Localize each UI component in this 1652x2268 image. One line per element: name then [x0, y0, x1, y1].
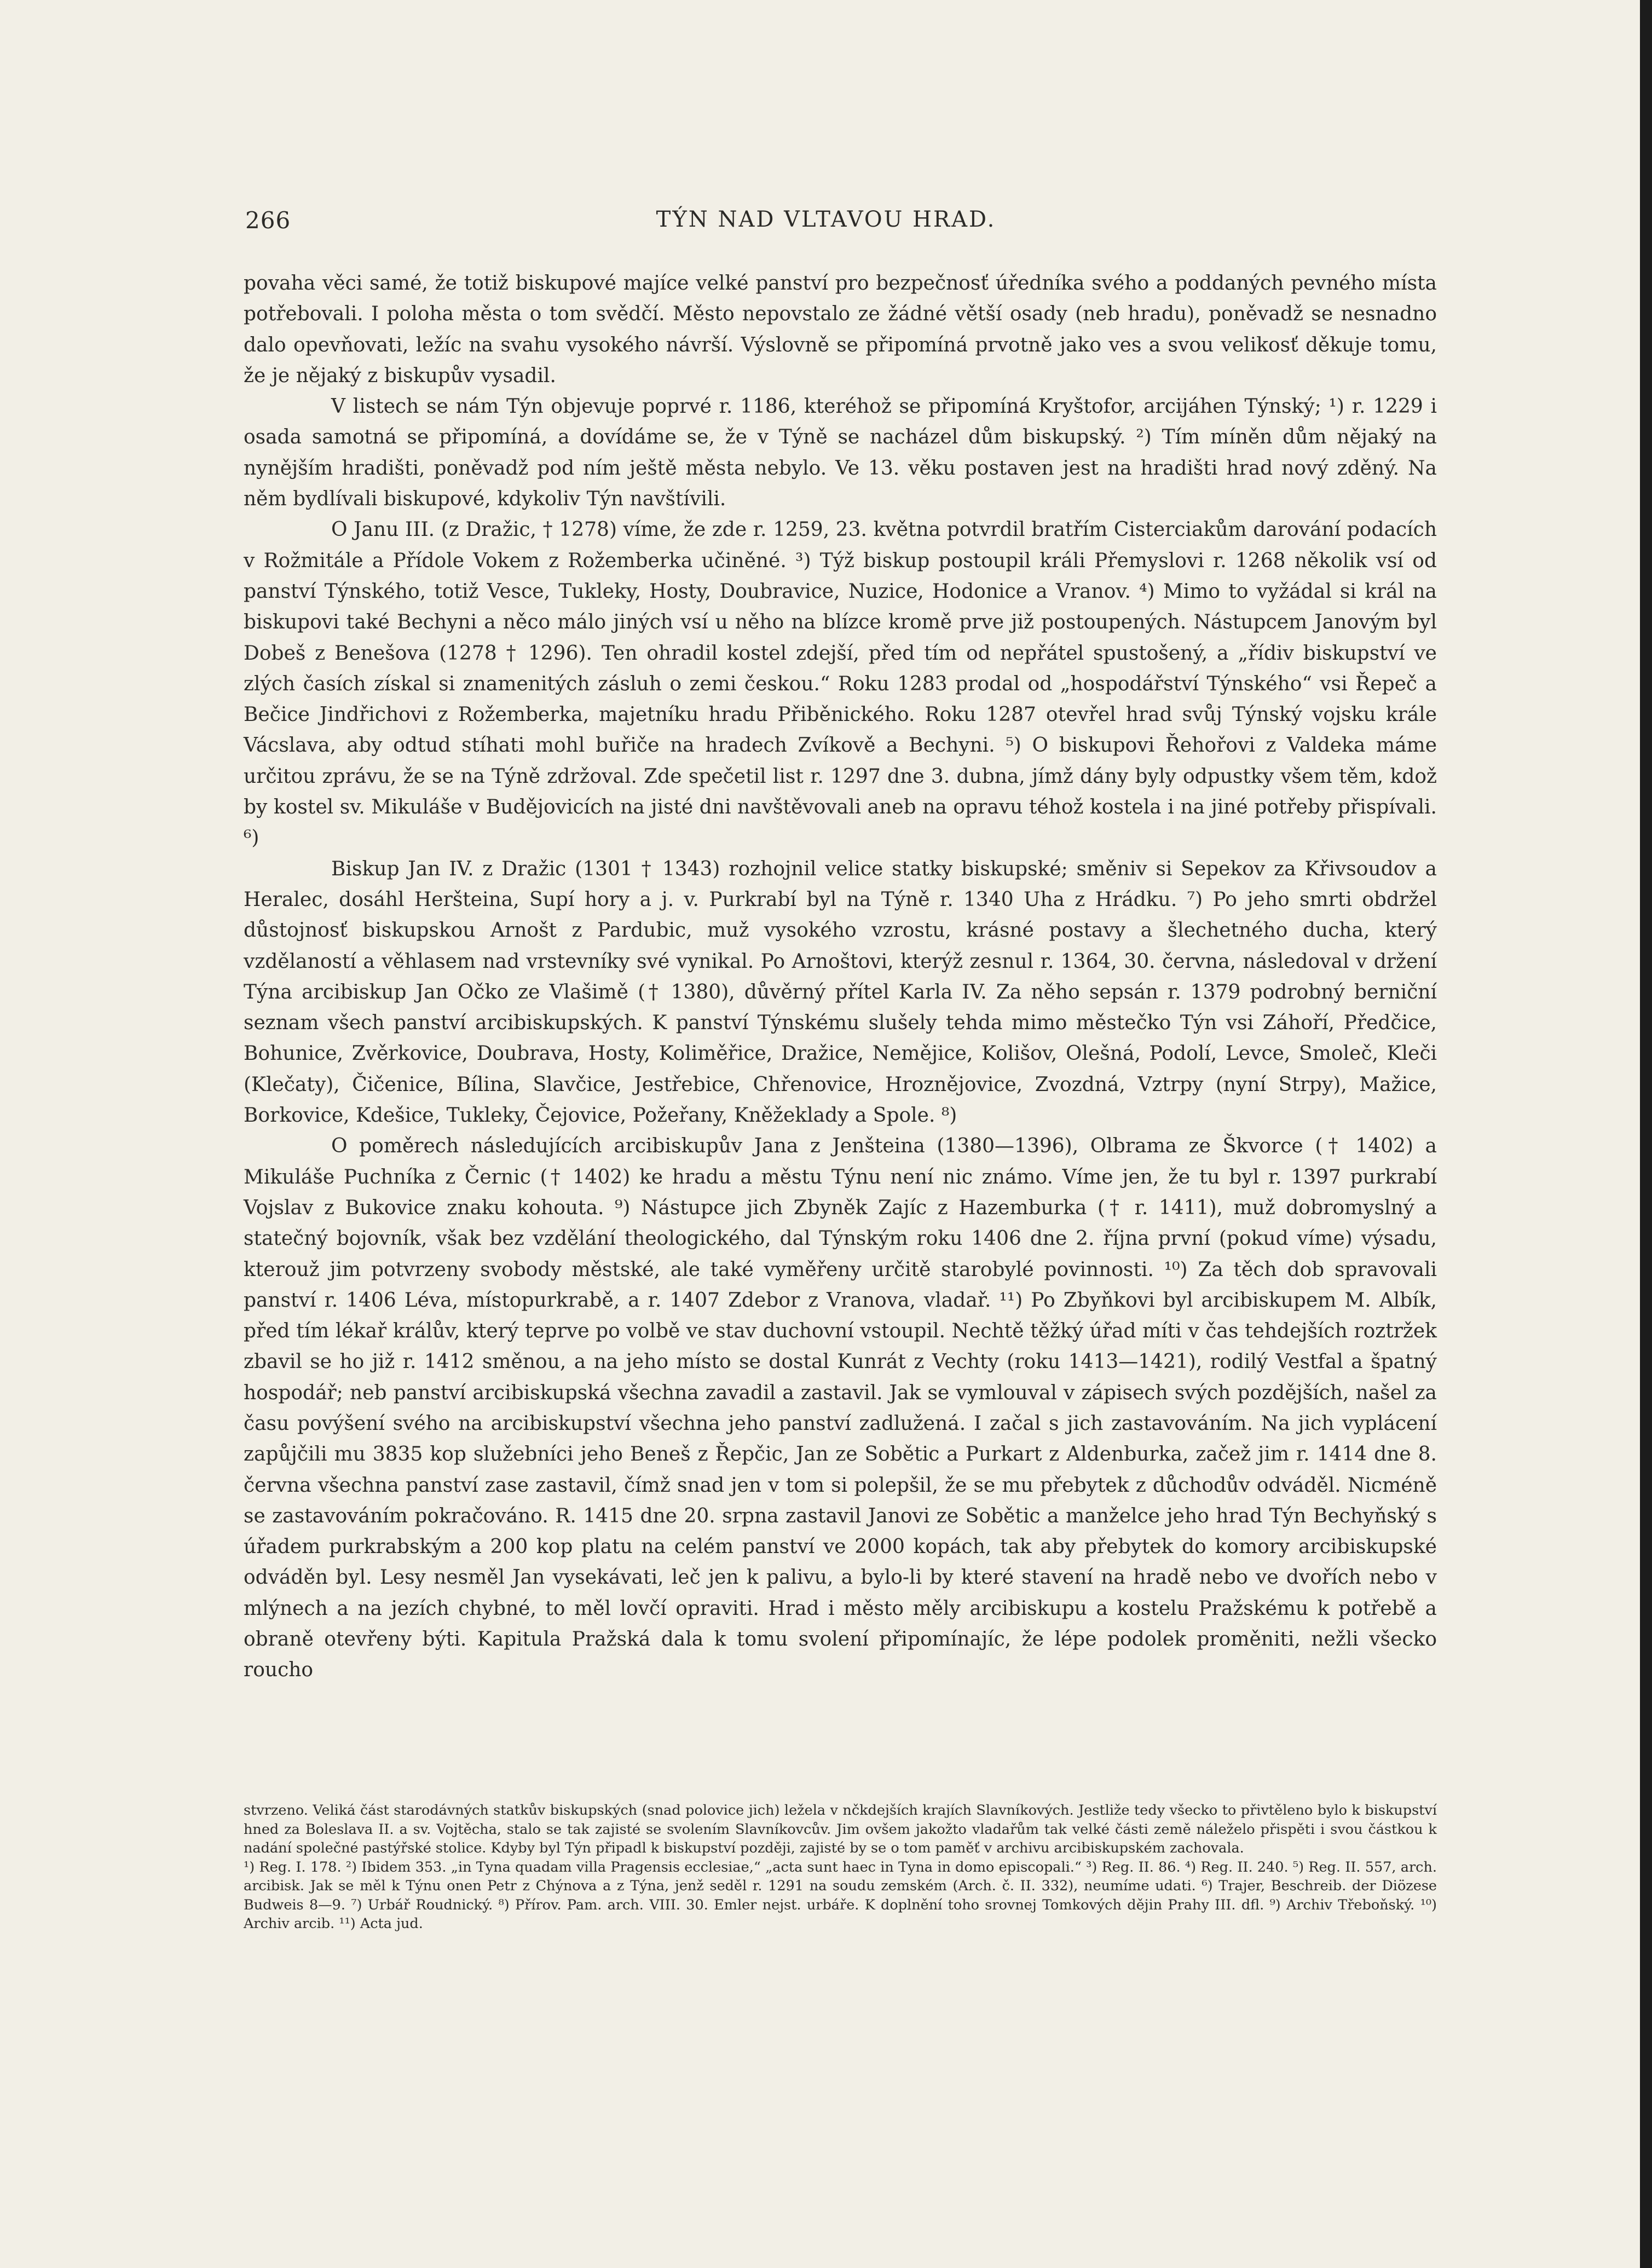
paragraph: O poměrech následujících arcibiskupův Jana z Jenšteina (1380—1396), Olbrama ze Škvorce († 1402) a Mikuláše Puchníka z Černic († 1402) ke hradu a městu Týnu není nic známo. Víme jen, že tu byl r. 1397 purkrabí Vojslav z Bukovice znaku kohouta. ⁹) Nástupce jich Zbyněk Zajíc z Hazemburka († r. 1411), muž dobromyslný a statečný bojovník, však bez vzdělání theologického, dal Týnským roku 1406 dne 2. října první (pokud víme) výsadu, kterouž jim potvrzeny svobody městské, ale také vyměřeny určitě starobylé povinnosti. ¹⁰) Za těch dob spravovali panství r. 1406 Léva, místopurkrabě, a r. 1407 Zdebor z Vranova, vladař. ¹¹) Po Zbyňkovi byl arcibiskupem M. Albík, před tím lékař králův, který teprve po volbě ve stav duchovní vstoupil. Nechtě těžký úřad míti v čas tehdejších roztržek zbavil se ho již r. 1412 směnou, a na jeho místo se dostal Kunrát z Vechty (roku 1413—1421), rodilý Vestfal a špatný hospodář; neb panství arcibiskupská všechna zavadil a zastavil. Jak se vymlouval v zápisech svých pozdějších, našel za času povýšení svého na arcibiskupství všechna jeho panství zadlužená. I začal s jich zastavováním. Na jich vyplácení zapůjčili mu 3835 kop služebníci jeho Beneš z Řepčic, Jan ze Sobětic a Purkart z Aldenburka, začež jim r. 1414 dne 8. června všechna panství zase zastavil, čímž snad jen v tom si polepšil, že se mu přebytek z důchodův odváděl. Nicméně se zastavováním pokračováno. R. 1415 dne 20. srpna zastavil Janovi ze Sobětic a manželce jeho hrad Týn Bechyňský s úřadem purkrabským a 200 kop platu na celém panství ve 2000 kopách, tak aby přebytek do komory arcibiskupské odváděn byl. Lesy nesměl Jan vysekávati, leč jen k palivu, a bylo-li by které stavení na hradě nebo ve dvořích nebo v mlýnech a na jezích chybné, to měl lovčí opraviti. Hrad i město měly arcibiskupu a kostelu Pražskému k potřebě a obraně otevřeny býti. Kapitula Pražská dala k tomu svolení připomínajíc, že lépe podolek proměniti, nežli všecko roucho	[244, 1135, 1437, 1682]
paragraph: V listech se nám Týn objevuje poprvé r. 1186, kteréhož se připomíná Kryštofor, arcijáhen Týnský; ¹) r. 1229 i osada samotná se připomíná, a dovídáme se, že v Týně se nacházel dům biskupský. ²) Tím míněn dům nějaký na nynějším hradišti, poněvadž pod ním ještě města nebylo. Ve 13. věku postaven jest na hradišti hrad nový zděný. Na něm bydlívali biskupové, kdykoliv Týn navštívili.	[244, 395, 1437, 511]
body-text	[244, 268, 1437, 1686]
footnote-continuation: stvrzeno. Veliká část starodávných statkův biskupských (snad polovice jich) ležela v nčkdejších krajích Slavníkových. Jestliže tedy všecko to přivtěleno bylo k biskupství hned za Boleslava II. a sv. Vojtěcha, stalo se tak zajisté se svolením Slavníkovcův. Jim ovšem jakožto vladařům tak velké části země náleželo přispěti i svou částkou k nadání společné pastýřské stolice. Kdyby byl Týn připadl k biskupství později, zajisté by se o tom paměť v archivu arcibiskupském zachovala.	[244, 1802, 1437, 1856]
footnotes	[244, 1801, 1437, 1934]
page-number: 266	[245, 207, 291, 234]
running-head-title: TÝN NAD VLTAVOU HRAD.	[656, 207, 996, 232]
scan-edge	[1640, 0, 1652, 2268]
paragraph: O Janu III. (z Dražic, † 1278) víme, že zde r. 1259, 23. května potvrdil bratřím Cisterciakům darování podacích v Rožmitále a Přídole Vokem z Rožemberka učiněné. ³) Týž biskup postoupil králi Přemyslovi r. 1268 několik vsí od panství Týnského, totiž Vesce, Tukleky, Hosty, Doubravice, Nuzice, Hodonice a Vranov. ⁴) Mimo to vyžádal si král na biskupovi také Bechyni a něco málo jiných vsí u něho na blízce kromě prve již postoupených. Nástupcem Janovým byl Dobeš z Benešova (1278 † 1296). Ten ohradil kostel zdejší, před tím od nepřátel spustošený, a „řídiv biskupství ve zlých časích získal si znamenitých zásluh o zemi českou.“ Roku 1283 prodal od „hospodářství Týnského“ vsi Řepeč a Bečice Jindřichovi z Rožemberka, majetníku hradu Přiběnického. Roku 1287 otevřel hrad svůj Týnský vojsku krále Vácslava, aby odtud stíhati mohl buřiče na hradech Zvíkově a Bechyni. ⁵) O biskupovi Řehořovi z Valdeka máme určitou zprávu, že se na Týně zdržoval. Zde spečetil list r. 1297 dne 3. dubna, jímž dány byly odpustky všem těm, kdož by kostel sv. Mikuláše v Budějovicích na jisté dni navštěvovali aneb na opravu téhož kostela i na jiné potřeby přispívali. ⁶)	[244, 518, 1437, 850]
paragraph: povaha věci samé, že totiž biskupové majíce velké panství pro bezpečnosť úředníka svého a poddaných pevného místa potřebovali. I poloha města o tom svědčí. Město nepovstalo ze žádné větší osady (neb hradu), poněvadž se nesnadno dalo opevňovati, ležíc na svahu vysokého návrší. Výslovně se připomíná prvotně jako ves a svou velikosť děkuje tomu, že je nějaký z biskupův vysadil.	[244, 272, 1437, 387]
footnote-references: ¹) Reg. I. 178. ²) Ibidem 353. „in Tyna quadam villa Pragensis ecclesiae,“ „acta sunt haec in Tyna in domo episcopali.“ ³) Reg. II. 86. ⁴) Reg. II. 240. ⁵) Reg. II. 557, arch. arcibisk. Jak se měl k Týnu onen Petr z Chýnova a z Týna, jenž seděl r. 1291 na soudu zemském (Arch. č. II. 332), neumíme udati. ⁶) Trajer, Beschreib. der Diözese Budweis 8—9. ⁷) Urbář Roudnický. ⁸) Přírov. Pam. arch. VIII. 30. Emler nejst. urbáře. K doplnění toho srovnej Tomkových dějin Prahy III. dfl. ⁹) Archiv Třeboňský. ¹⁰) Archiv arcib. ¹¹) Acta jud.	[244, 1859, 1437, 1932]
paragraph: Biskup Jan IV. z Dražic (1301 † 1343) rozhojnil velice statky biskupské; směniv si Sepekov za Křivsoudov a Heralec, dosáhl Heršteina, Supí hory a j. v. Purkrabí byl na Týně r. 1340 Uha z Hrádku. ⁷) Po jeho smrti obdržel důstojnosť biskupskou Arnošt z Pardubic, muž vysokého vzrostu, krásné postavy a šlechetného ducha, který vzdělaností a věhlasem nad vrstevníky své vynikal. Po Arnoštovi, kterýž zesnul r. 1364, 30. června, následoval v držení Týna arcibiskup Jan Očko ze Vlašimě († 1380), důvěrný přítel Karla IV. Za něho sepsán r. 1379 podrobný berniční seznam všech panství arcibiskupských. K panství Týnskému slušely tehda mimo městečko Týn vsi Záhoří, Předčice, Bohunice, Zvěrkovice, Doubrava, Hosty, Koliměřice, Dražice, Nemějice, Kolišov, Olešná, Podolí, Levce, Smoleč, Kleči (Klečaty), Čičenice, Bílina, Slavčice, Jestřebice, Chřenovice, Hroznějovice, Zvozdná, Vztrpy (nyní Strpy), Mažice, Borkovice, Kdešice, Tukleky, Čejovice, Požeřany, Kněžeklady a Spole. ⁸)	[244, 857, 1437, 1127]
